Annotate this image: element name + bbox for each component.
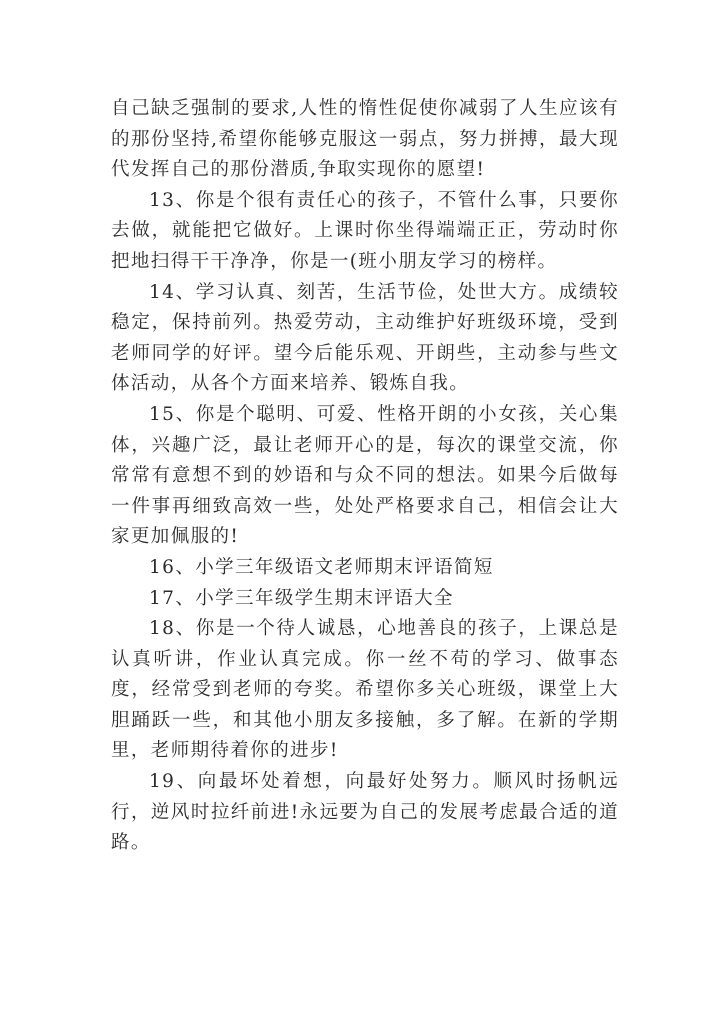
- paragraph-17: 17、小学三年级学生期末评语大全: [149, 587, 454, 609]
- paragraph-18: 18、你是一个待人诚恳，心地善良的孩子，上课总是认真听讲，作业认真完成。你一丝不苟的学习、做事态度，经常受到老师的夸奖。希望你多关心班级，课堂上大胆踊跃一些，和其他小朋友多接触，多了解。在新的学期里，老师期待着你的进步!: [111, 618, 619, 762]
- paragraph-13: 13、你是个很有责任心的孩子，不管什么事，只要你去做，就能把它做好。上课时你坐得端端正正，劳动时你把地扫得干干净净，你是一(班小朋友学习的榜样。: [111, 189, 619, 272]
- document-body: [111, 94, 619, 859]
- paragraph-19: 19、向最坏处着想，向最好处努力。顺风时扬帆远行，逆风时拉纤前进!永远要为自己的发展考虑最合适的道路。: [111, 771, 619, 854]
- paragraph-15: 15、你是个聪明、可爱、性格开朗的小女孩，关心集体，兴趣广泛，最让老师开心的是，每次的课堂交流，你常常有意想不到的妙语和与众不同的想法。如果今后做每一件事再细致高效一些，处处严格要求自己，相信会让大家更加佩服的!: [111, 403, 619, 548]
- paragraph-continuation: 自己缺乏强制的要求,人性的惰性促使你减弱了人生应该有的那份坚持,希望你能够克服这一弱点，努力拼搏，最大现代发挥自己的那份潜质,争取实现你的愿望!: [111, 98, 619, 181]
- paragraph-14: 14、学习认真、刻苦，生活节俭，处世大方。成绩较稳定，保持前列。热爱劳动，主动维护好班级环境，受到老师同学的好评。望今后能乐观、开朗些，主动参与些文体活动，从各个方面来培养、锻炼自我。: [111, 281, 619, 395]
- paragraph-16: 16、小学三年级语文老师期末评语简短: [149, 556, 494, 578]
